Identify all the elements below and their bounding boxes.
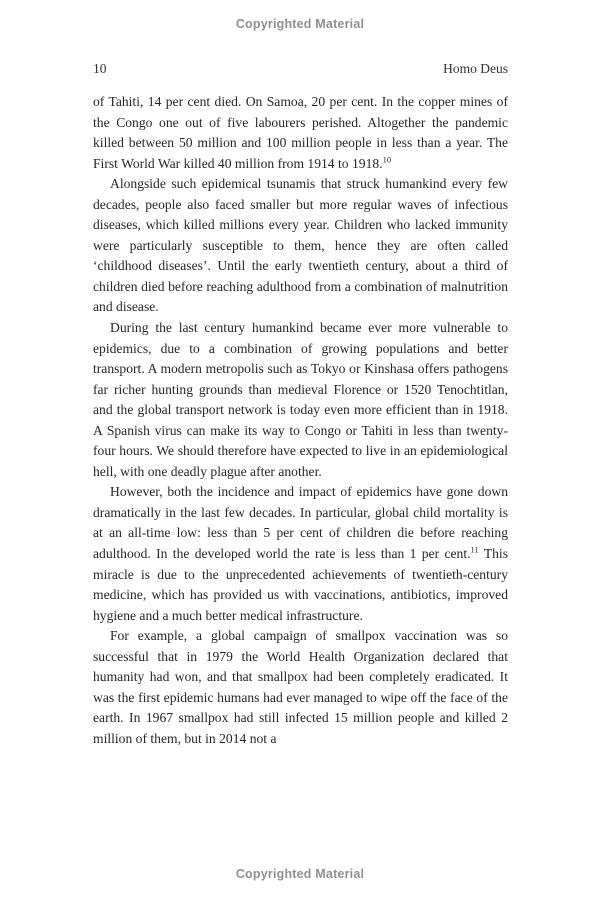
page-number: 10 <box>93 61 107 76</box>
footnote-marker: 10 <box>382 154 392 165</box>
paragraph-text: This miracle is due to the unprecedented achievements of twentieth-century medicine, which has provided us with vaccinations, antibiotics, improved hygiene and a much better medical infrastructure. <box>93 546 508 623</box>
copyright-notice-bottom: Copyrighted Material <box>235 867 365 881</box>
paragraph-text: However, both the incidence and impact of epidemics have gone down dramatically in the last few decades. In particular, global child mortality is at an all-time low: less than 5 per cent of children die before reaching adulthood. In the developed world the rate is less than 1 per cent. <box>93 484 508 562</box>
paragraph <box>93 318 508 482</box>
paragraph <box>93 174 508 318</box>
paragraph <box>93 626 508 749</box>
paragraph-text: For example, a global campaign of smallpox vaccination was so successful that in 1979 the World Health Organization declared that humanity had won, and that smallpox had been completely eradicated. It was the first epidemic humans had ever managed to wipe off the face of the earth. In 1967 smallpox had still infected 15 million people and killed 2 million of them, but in 2014 not a <box>93 628 508 746</box>
copyright-notice-top: Copyrighted Material <box>235 17 365 31</box>
paragraph <box>93 92 508 174</box>
footnote-marker: 11 <box>470 544 479 555</box>
paragraph <box>93 482 508 626</box>
paragraph-text: of Tahiti, 14 per cent died. On Samoa, 20 per cent. In the copper mines of the Congo one out of five labourers perished. Altogether the pandemic killed between 50 million and 100 million people in less than a year. The First World War killed 40 million from 1914 to 1918. <box>93 94 508 171</box>
paragraph-text: Alongside such epidemical tsunamis that struck humankind every few decades, people also faced smaller but more regular waves of infectious diseases, which killed millions every year. Children who lacked immunity were particularly susceptible to them, hence they are often called ‘childhood diseases’. Until the early twentieth century, about a third of children died before reaching adulthood from a combination of malnutrition and disease. <box>93 176 508 315</box>
running-title: Homo Deus <box>443 61 508 76</box>
page-body <box>93 92 508 750</box>
paragraph-text: During the last century humankind became ever more vulnerable to epidemics, due to a combination of growing populations and better transport. A modern metropolis such as Tokyo or Kinshasa offers pathogens far richer hunting grounds than medieval Florence or 1520 Tenochtitlan, and the global transport network is today even more efficient than in 1918. A Spanish virus can make its way to Congo or Tahiti in less than twenty-four hours. We should therefore have expected to live in an epidemiological hell, with one deadly plague after another. <box>93 320 508 479</box>
page-header <box>93 61 508 77</box>
